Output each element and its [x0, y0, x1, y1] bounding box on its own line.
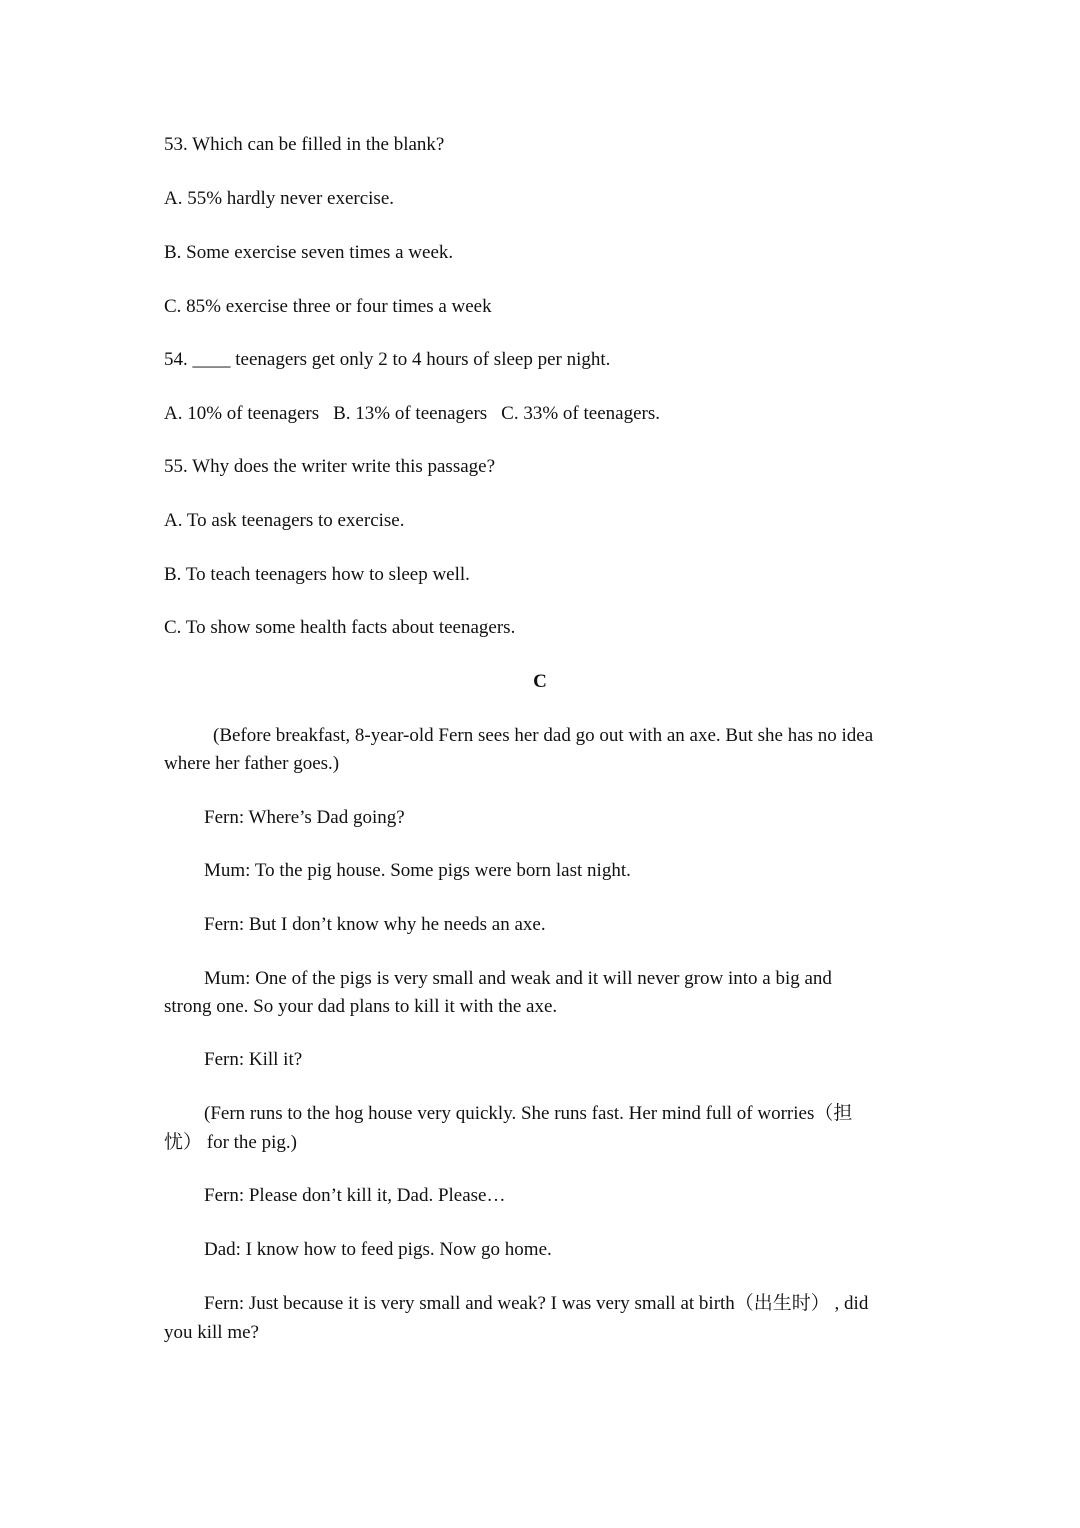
dialogue-line-mum-2a: Mum: One of the pigs is very small and weak and it will never grow into a big and: [204, 968, 832, 989]
intro-line-1: (Before breakfast, 8-year-old Fern sees her dad go out with an axe. But she has no idea: [213, 725, 874, 746]
dialogue-line-fern-1: Fern: Where’s Dad going?: [204, 807, 405, 828]
dialogue-line-fern-5a: Fern: Just because it is very small and weak? I was very small at birth（出生时） , did: [204, 1293, 869, 1314]
question-54-option-c: C. 33% of teenagers.: [501, 403, 660, 424]
stage-direction-b: 忧） for the pig.): [164, 1132, 297, 1153]
question-55-option-b: B. To teach teenagers how to sleep well.: [164, 564, 470, 585]
dialogue-line-fern-4: Fern: Please don’t kill it, Dad. Please…: [204, 1185, 506, 1206]
question-55-option-c: C. To show some health facts about teenagers.: [164, 617, 516, 638]
question-55-option-a: A. To ask teenagers to exercise.: [164, 510, 405, 531]
dialogue-line-dad-1: Dad: I know how to feed pigs. Now go home.: [204, 1239, 552, 1260]
question-53-option-c: C. 85% exercise three or four times a week: [164, 296, 492, 317]
dialogue-line-mum-2b: strong one. So your dad plans to kill it with the axe.: [164, 996, 558, 1017]
question-53-stem: 53. Which can be filled in the blank?: [164, 134, 445, 155]
dialogue-line-fern-5b: you kill me?: [164, 1322, 259, 1343]
question-53-option-b: B. Some exercise seven times a week.: [164, 242, 454, 263]
intro-line-2: where her father goes.): [164, 753, 340, 774]
question-54-stem: 54. ____ teenagers get only 2 to 4 hours of sleep per night.: [164, 349, 611, 370]
stage-direction-a: (Fern runs to the hog house very quickly. She runs fast. Her mind full of worries（担: [204, 1103, 853, 1124]
question-54-option-b: B. 13% of teenagers: [333, 403, 488, 424]
question-55-stem: 55. Why does the writer write this passage?: [164, 456, 496, 477]
dialogue-line-fern-3: Fern: Kill it?: [204, 1049, 303, 1070]
question-53-option-a: A. 55% hardly never exercise.: [164, 188, 395, 209]
dialogue-line-mum-1: Mum: To the pig house. Some pigs were born last night.: [204, 860, 631, 881]
section-heading: C: [533, 671, 547, 692]
dialogue-line-fern-2: Fern: But I don’t know why he needs an axe.: [204, 914, 546, 935]
question-54-option-a: A. 10% of teenagers: [164, 403, 320, 424]
question-54-options: [164, 400, 660, 428]
